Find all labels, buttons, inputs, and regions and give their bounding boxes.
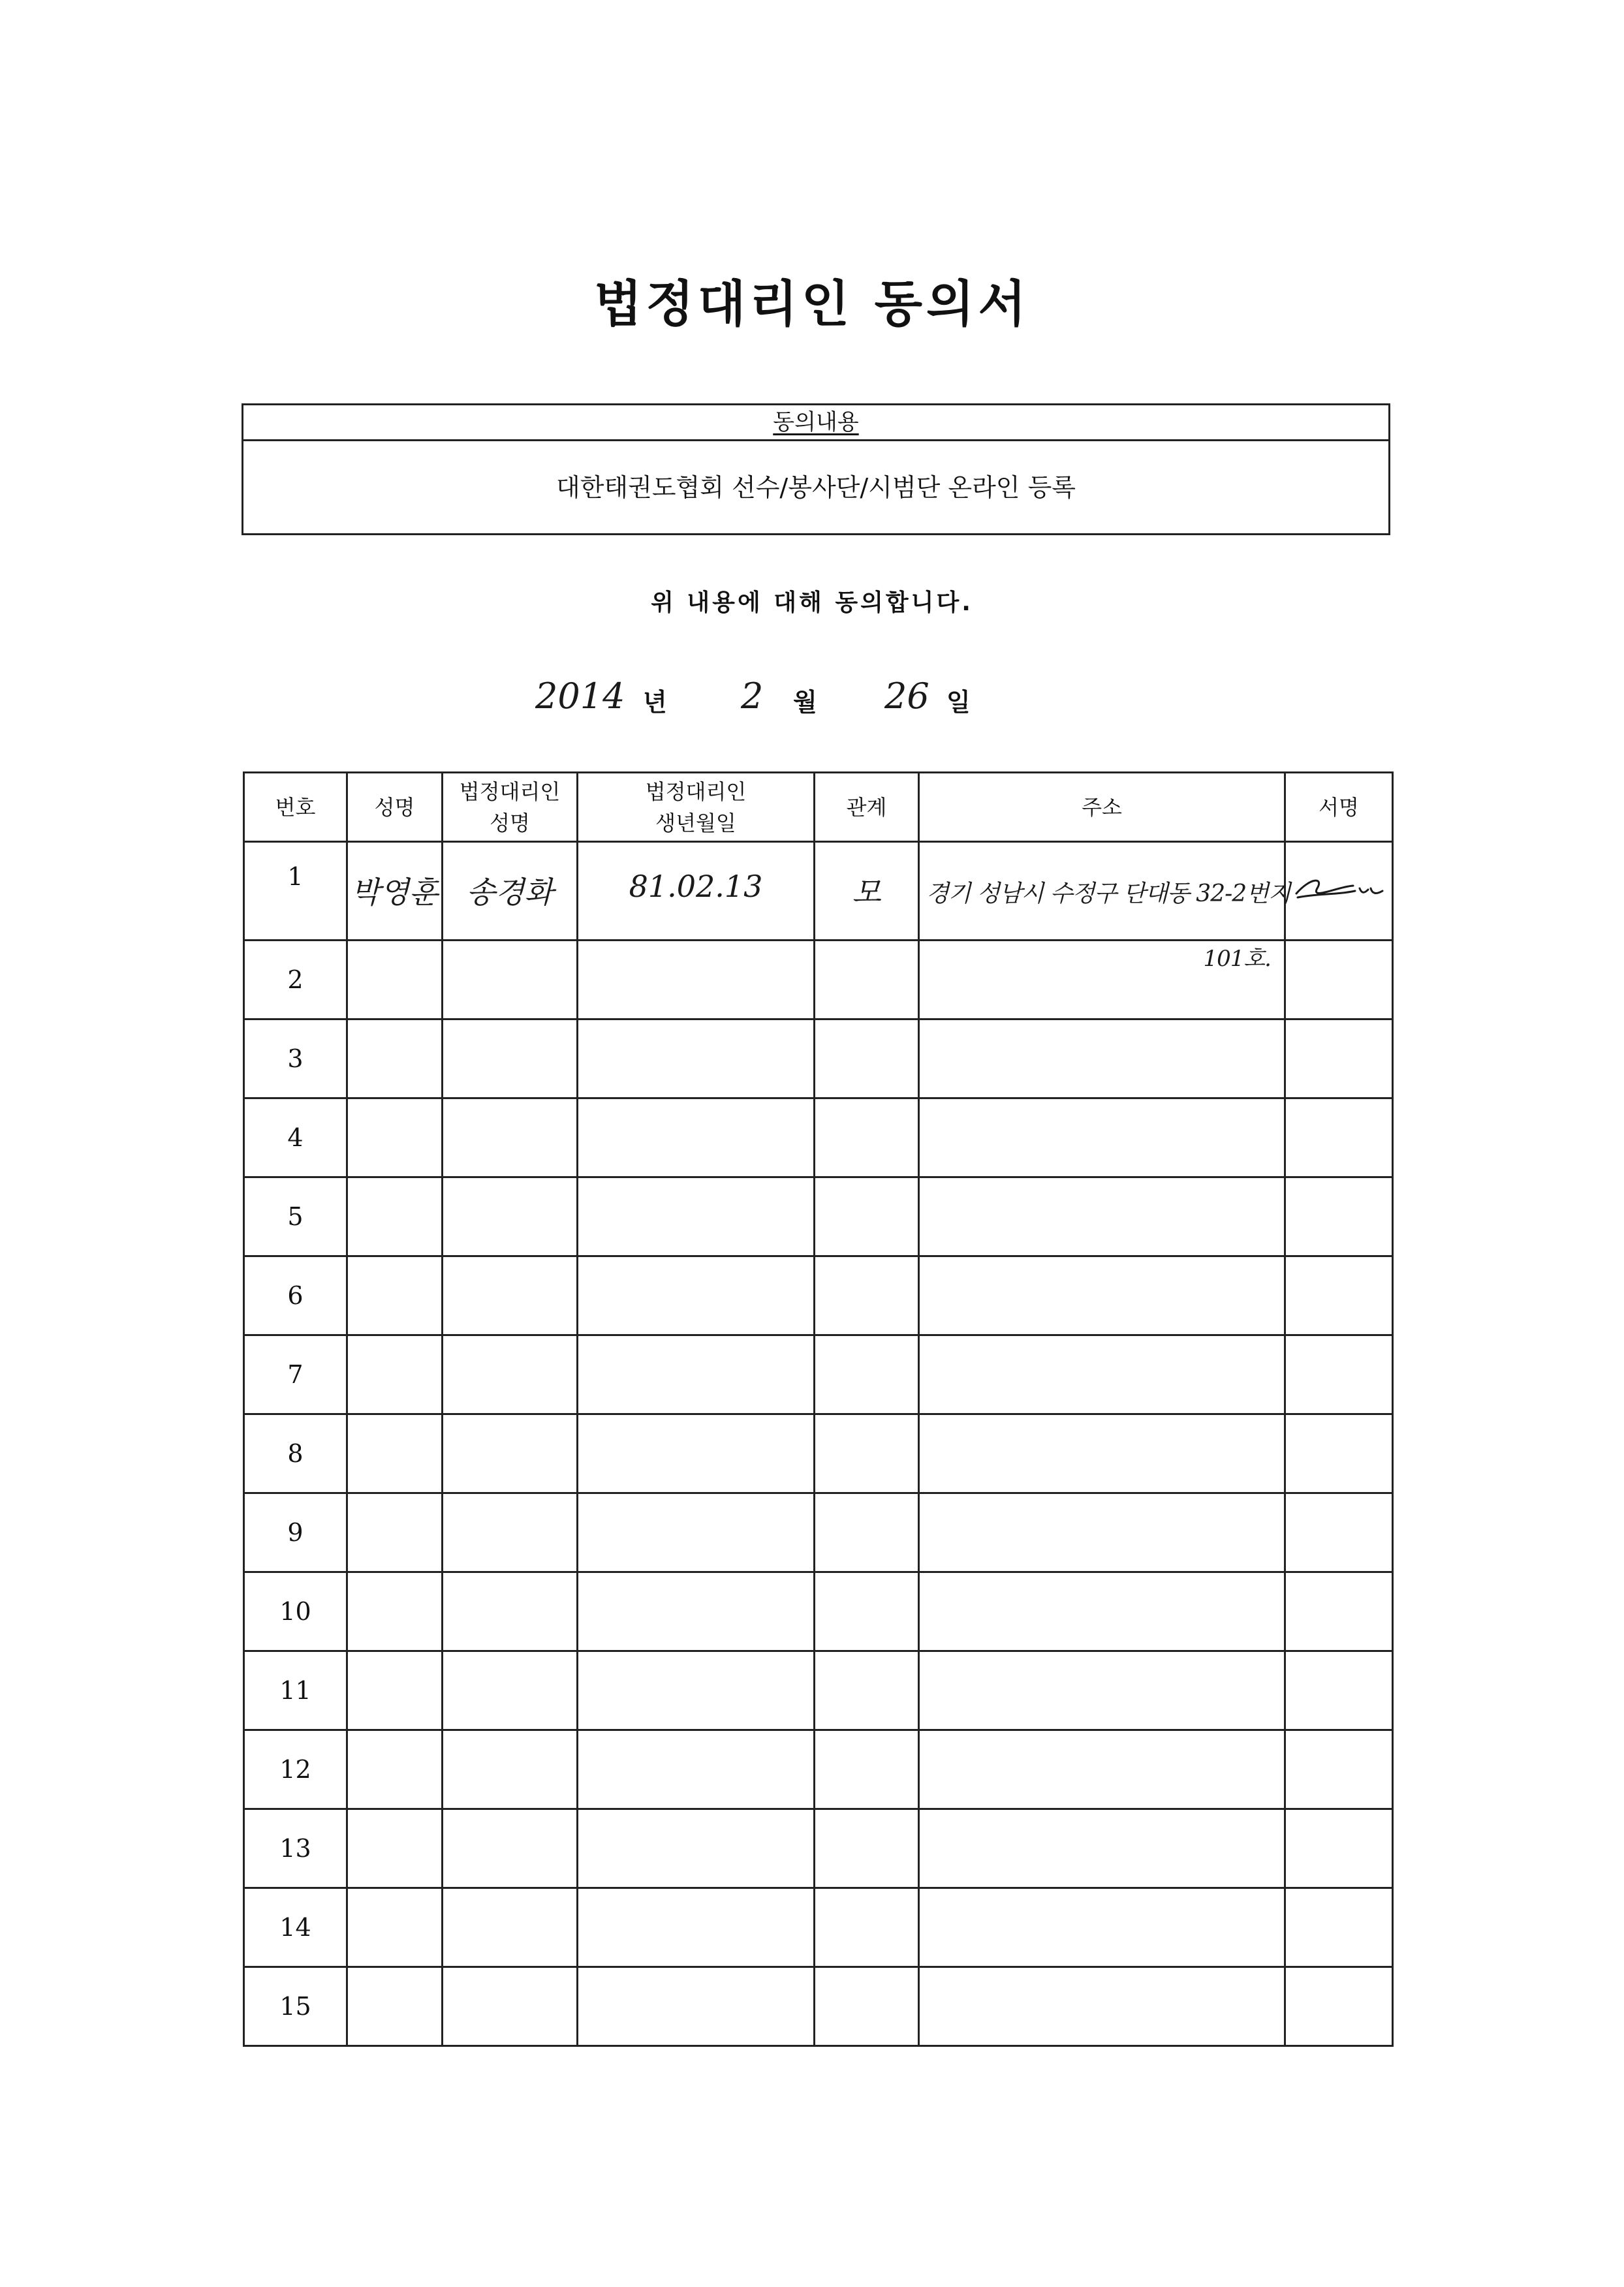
empty-cell [1285, 1335, 1393, 1414]
empty-cell [347, 1809, 443, 1888]
header-guardian-name-line2: 성명 [490, 810, 530, 835]
row-number: 15 [244, 1967, 347, 2046]
empty-cell [443, 1098, 578, 1177]
row-number: 2 [244, 941, 347, 1019]
cell-name [347, 842, 443, 941]
empty-cell [578, 1572, 815, 1651]
row-number: 14 [244, 1888, 347, 1967]
header-name: 성명 [347, 773, 443, 842]
empty-cell [815, 1888, 919, 1967]
empty-cell [815, 1414, 919, 1493]
empty-cell [919, 1335, 1285, 1414]
header-guardian-birth-line1: 법정대리인 [645, 779, 747, 804]
empty-cell [815, 1256, 919, 1335]
empty-cell [1285, 1572, 1393, 1651]
header-relation: 관계 [815, 773, 919, 842]
empty-cell [815, 1651, 919, 1730]
empty-cell [347, 1888, 443, 1967]
empty-cell [1285, 1651, 1393, 1730]
empty-cell [443, 1019, 578, 1098]
empty-cell [578, 1335, 815, 1414]
table-row [244, 1809, 1393, 1888]
empty-cell [919, 1177, 1285, 1256]
empty-cell [578, 1098, 815, 1177]
empty-cell [347, 1256, 443, 1335]
empty-cell [919, 1651, 1285, 1730]
empty-cell [347, 1177, 443, 1256]
empty-cell [578, 1414, 815, 1493]
empty-cell [347, 1730, 443, 1809]
table-row [244, 1651, 1393, 1730]
row-number: 1 [244, 842, 347, 941]
empty-cell [578, 1019, 815, 1098]
empty-cell [1285, 1809, 1393, 1888]
empty-cell [443, 1888, 578, 1967]
empty-cell [919, 1572, 1285, 1651]
empty-cell [919, 1809, 1285, 1888]
empty-cell [919, 1730, 1285, 1809]
empty-cell [919, 1256, 1285, 1335]
empty-cell [347, 1414, 443, 1493]
header-guardian-birth [578, 773, 815, 842]
empty-cell [443, 1414, 578, 1493]
table-row [244, 1730, 1393, 1809]
empty-cell [1285, 1177, 1393, 1256]
empty-cell [815, 1177, 919, 1256]
row-number: 9 [244, 1493, 347, 1572]
empty-cell [443, 1177, 578, 1256]
empty-cell [443, 1335, 578, 1414]
empty-cell [815, 941, 919, 1019]
handwritten-guardian-name: 송경화 [466, 875, 554, 910]
date-month: 2 [741, 676, 764, 717]
empty-cell [919, 1414, 1285, 1493]
empty-cell [578, 1888, 815, 1967]
row-number: 12 [244, 1730, 347, 1809]
empty-cell [1285, 1967, 1393, 2046]
empty-cell [815, 1572, 919, 1651]
empty-cell [1285, 1414, 1393, 1493]
empty-cell [815, 1098, 919, 1177]
empty-cell [578, 941, 815, 1019]
empty-cell [443, 941, 578, 1019]
empty-cell [347, 941, 443, 1019]
empty-cell [347, 1019, 443, 1098]
header-guardian-name-line1: 법정대리인 [459, 779, 561, 804]
empty-cell [815, 1493, 919, 1572]
row-number: 4 [244, 1098, 347, 1177]
document-title: 법정대리인 동의서 [594, 275, 1030, 333]
empty-cell [443, 1809, 578, 1888]
empty-cell [919, 1888, 1285, 1967]
empty-cell [1285, 1493, 1393, 1572]
empty-cell [347, 1493, 443, 1572]
consent-box [242, 403, 1390, 535]
row-number: 10 [244, 1572, 347, 1651]
empty-cell [815, 1335, 919, 1414]
empty-cell [815, 1019, 919, 1098]
table-row [244, 1967, 1393, 2046]
empty-cell [578, 1967, 815, 2046]
row-number: 5 [244, 1177, 347, 1256]
empty-cell [919, 1967, 1285, 2046]
consent-header-label: 동의내용 [773, 409, 859, 435]
empty-cell [443, 1730, 578, 1809]
date-year-label: 년 [643, 688, 667, 717]
table-row [244, 1335, 1393, 1414]
empty-cell [578, 1730, 815, 1809]
handwritten-address: 경기 성남시 수정구 단대동 32-2번지 [926, 880, 1290, 907]
empty-cell [347, 1651, 443, 1730]
empty-cell [919, 1098, 1285, 1177]
consent-header [243, 405, 1388, 441]
handwritten-address-line2: 101호. [1203, 946, 1271, 972]
empty-cell [347, 1572, 443, 1651]
table-header-row [244, 773, 1393, 842]
empty-cell [347, 1098, 443, 1177]
table-row [244, 1098, 1393, 1177]
cell-address [919, 842, 1290, 972]
empty-cell [443, 1493, 578, 1572]
date-day: 26 [884, 676, 929, 717]
consent-text: 대한태권도협회 선수/봉사단/시범단 온라인 등록 [555, 473, 1076, 502]
cell-signature [1285, 842, 1393, 941]
empty-cell [578, 1809, 815, 1888]
header-number: 번호 [244, 773, 347, 842]
empty-cell [1285, 1098, 1393, 1177]
row-number: 7 [244, 1335, 347, 1414]
table-row [244, 1572, 1393, 1651]
handwritten-guardian-birth: 81.02.13 [629, 869, 763, 904]
empty-cell [347, 1335, 443, 1414]
empty-cell [578, 1493, 815, 1572]
empty-cell [443, 1651, 578, 1730]
date-year: 2014 [535, 676, 625, 717]
empty-cell [919, 1019, 1285, 1098]
date-day-label: 일 [946, 688, 971, 717]
empty-cell [815, 1809, 919, 1888]
table-row [244, 1493, 1393, 1572]
empty-cell [1285, 1730, 1393, 1809]
empty-cell [1285, 1256, 1393, 1335]
row-number: 8 [244, 1414, 347, 1493]
empty-cell [1285, 1888, 1393, 1967]
cell-guardian-birth [578, 842, 815, 941]
signature-mark [1291, 874, 1389, 907]
empty-cell [443, 1572, 578, 1651]
header-guardian-name [443, 773, 578, 842]
handwritten-relation: 모 [852, 875, 881, 910]
empty-cell [578, 1177, 815, 1256]
row-number: 11 [244, 1651, 347, 1730]
cell-relation [815, 842, 919, 941]
empty-cell [1285, 1019, 1393, 1098]
empty-cell [347, 1967, 443, 2046]
empty-cell [443, 1967, 578, 2046]
empty-cell [815, 1730, 919, 1809]
date-month-label: 월 [793, 688, 817, 717]
handwritten-name: 박영훈 [351, 875, 439, 910]
row-number: 6 [244, 1256, 347, 1335]
table-row [244, 1888, 1393, 1967]
agree-statement: 위 내용에 대해 동의합니다. [651, 589, 973, 616]
table-row [244, 1414, 1393, 1493]
header-guardian-birth-line2: 생년월일 [655, 810, 736, 835]
empty-cell [443, 1256, 578, 1335]
empty-cell [1285, 941, 1393, 1019]
row-number: 13 [244, 1809, 347, 1888]
date-line [0, 669, 1624, 728]
empty-cell [815, 1967, 919, 2046]
row-number: 3 [244, 1019, 347, 1098]
header-address: 주소 [919, 773, 1285, 842]
empty-cell [919, 1493, 1285, 1572]
table-row [244, 1177, 1393, 1256]
header-signature: 서명 [1285, 773, 1393, 842]
table-row [244, 1256, 1393, 1335]
empty-cell [578, 1651, 815, 1730]
registration-table [243, 771, 1394, 2047]
cell-guardian-name [443, 842, 578, 941]
table-row [244, 842, 1393, 941]
empty-cell [578, 1256, 815, 1335]
table-row [244, 1019, 1393, 1098]
